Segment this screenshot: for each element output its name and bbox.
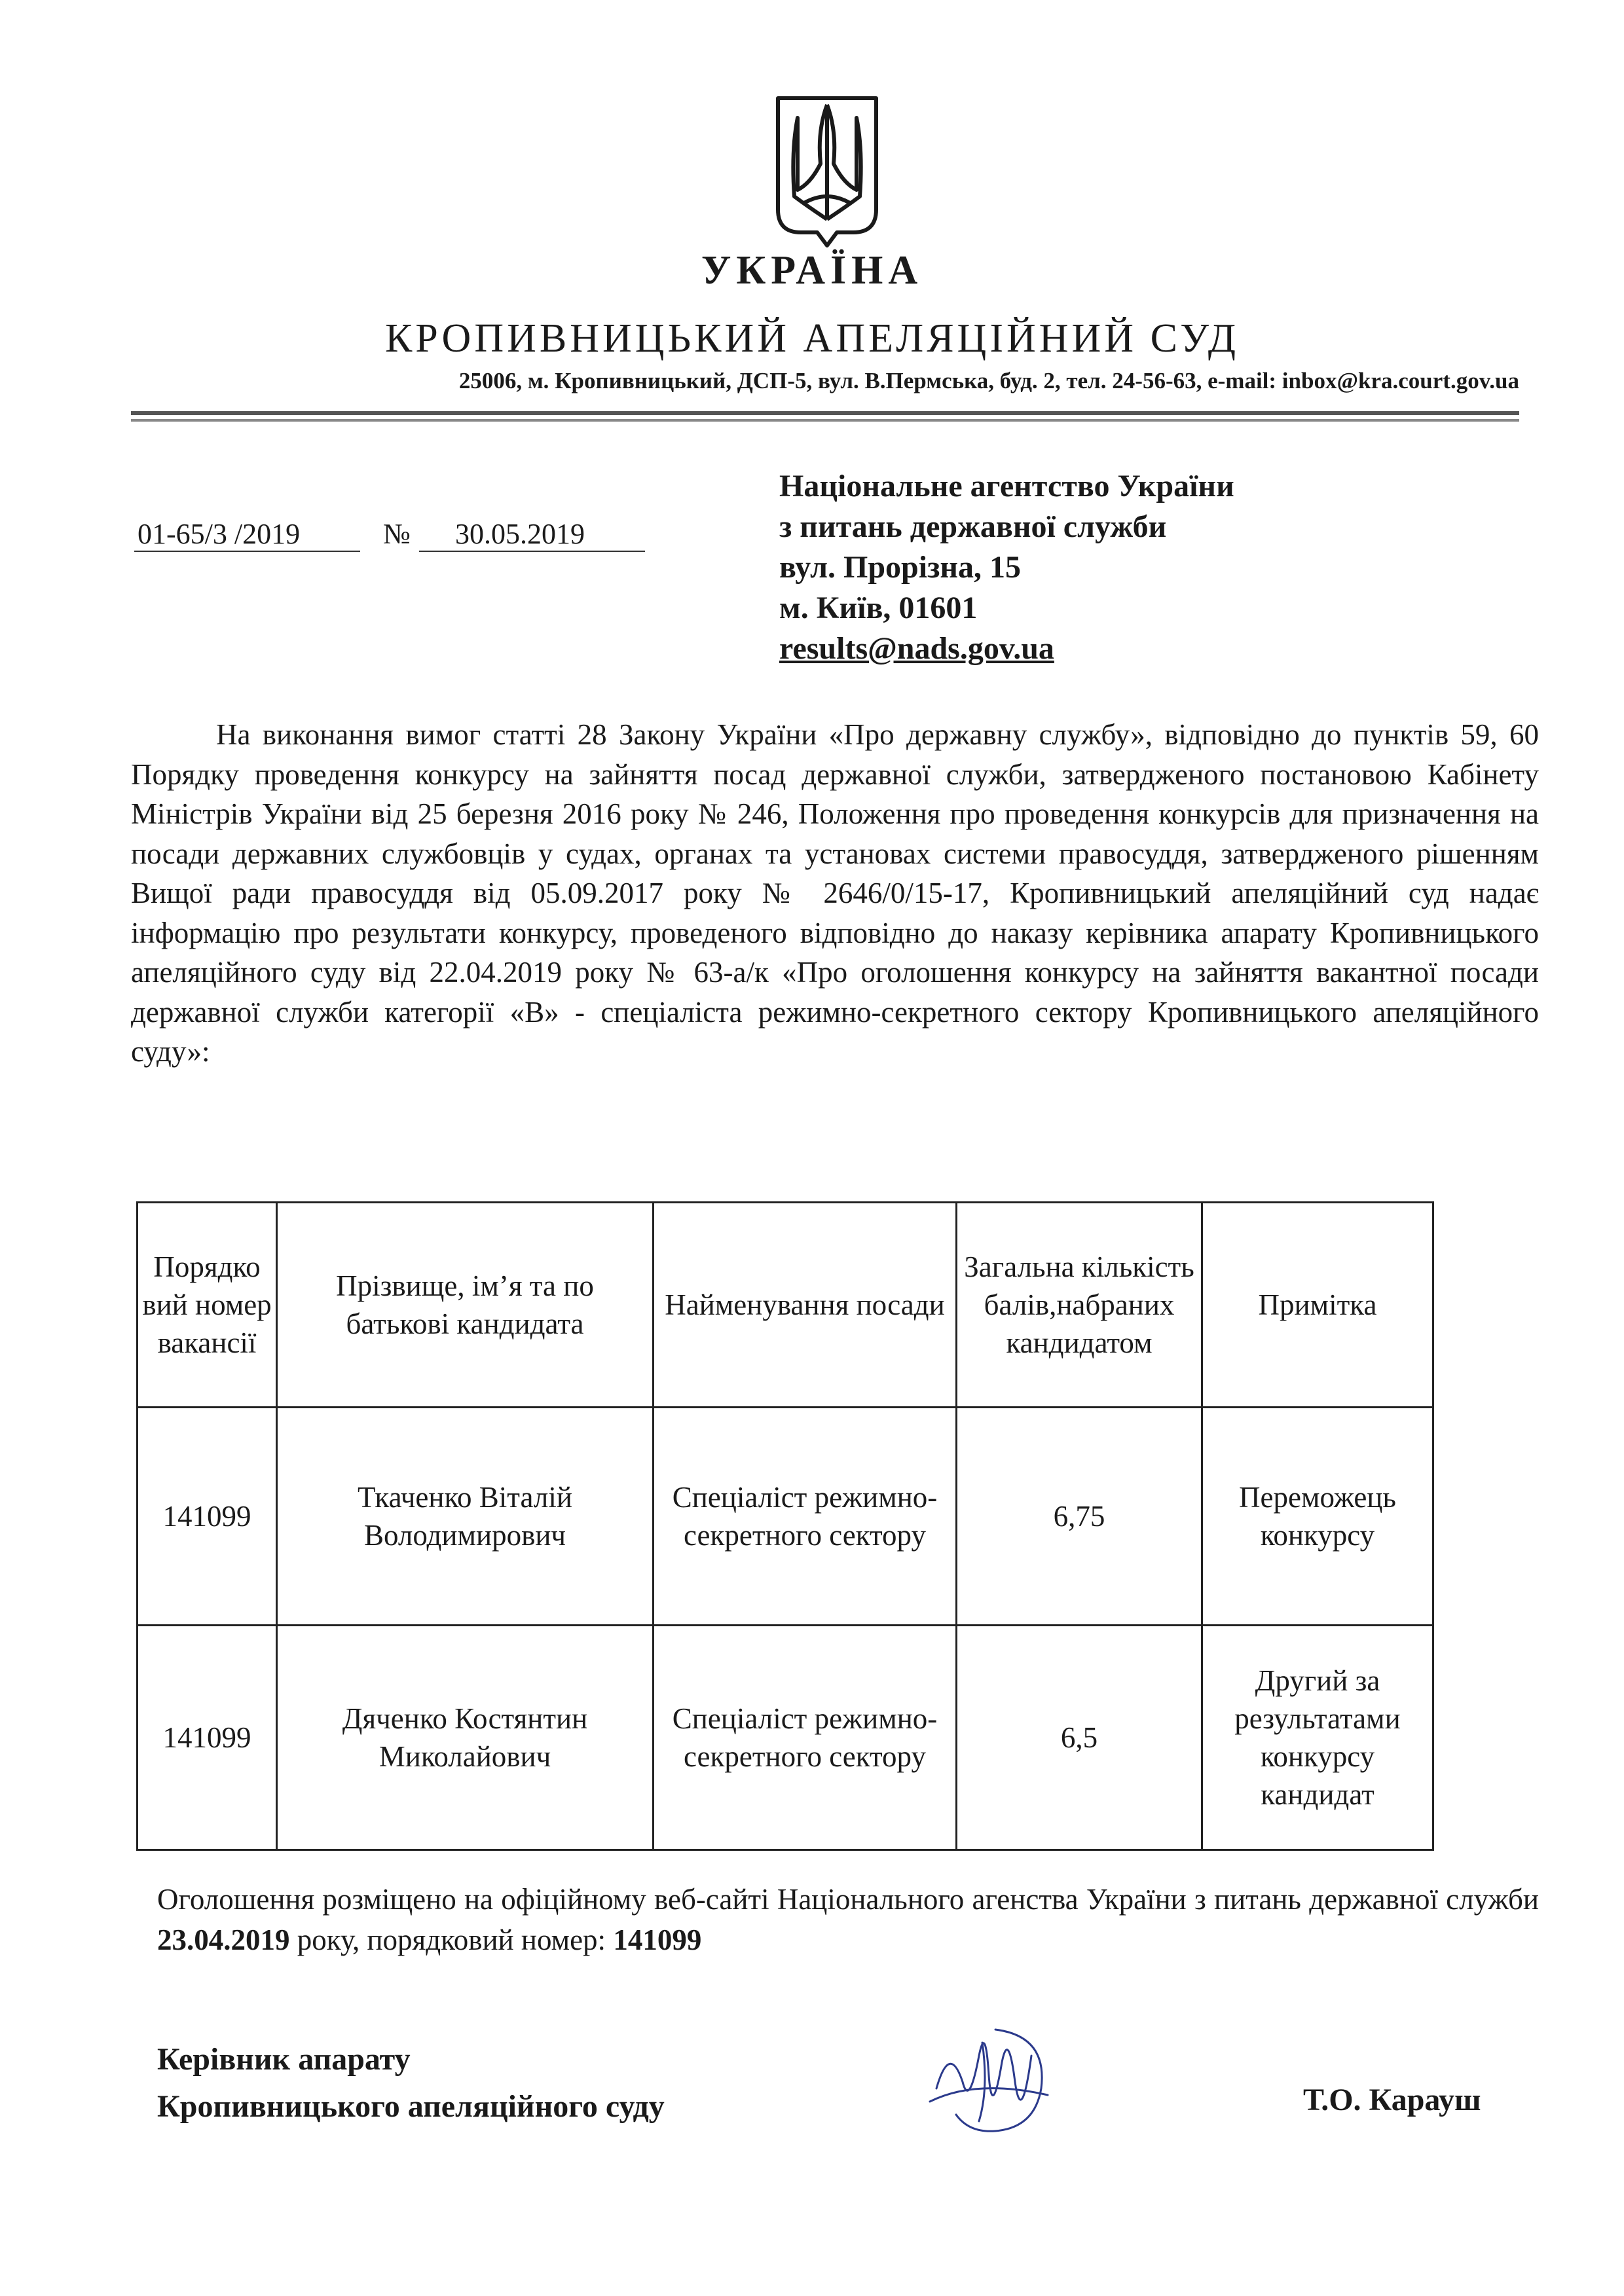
announcement-date: 23.04.2019 bbox=[157, 1923, 290, 1956]
table-row bbox=[138, 1408, 1433, 1626]
cell-vacancy-number: 141099 bbox=[138, 1626, 277, 1850]
header-position: Найменування посади bbox=[654, 1203, 957, 1408]
cell-candidate-name: Ткаченко Віталій Володимирович bbox=[277, 1408, 654, 1626]
table-header-row bbox=[138, 1203, 1433, 1408]
cell-note: Переможець конкурсу bbox=[1202, 1408, 1433, 1626]
trident-coat-of-arms-icon bbox=[771, 92, 883, 249]
recipient-line: м. Київ, 01601 bbox=[779, 591, 978, 625]
header-candidate-name: Прізвище, ім’я та по батькові кандидата bbox=[277, 1203, 654, 1408]
recipient-email-link[interactable]: results@nads.gov.ua bbox=[779, 631, 1054, 666]
cell-vacancy-number: 141099 bbox=[138, 1408, 277, 1626]
recipient-line: вул. Прорізна, 15 bbox=[779, 550, 1022, 585]
announcement-note bbox=[157, 1879, 1539, 1960]
court-name: КРОПИВНИЦЬКИЙ АПЕЛЯЦІЙНИЙ СУД bbox=[384, 316, 1240, 361]
recipient-line: з питань державної служби bbox=[779, 509, 1167, 544]
cell-score: 6,75 bbox=[957, 1408, 1202, 1626]
cell-position: Спеціаліст режимно-секретного сектору bbox=[654, 1408, 957, 1626]
header-total-score: Загальна кількість балів,набраних кандидатом bbox=[957, 1203, 1202, 1408]
signatory-position-line: Керівник апарату bbox=[157, 2042, 411, 2077]
signatory-position bbox=[157, 2036, 665, 2130]
cell-candidate-name: Дяченко Костянтин Миколайович bbox=[277, 1626, 654, 1850]
outgoing-number: 01-65/3 /2019 bbox=[134, 517, 360, 552]
announcement-number: 141099 bbox=[613, 1923, 702, 1956]
number-sign: № bbox=[383, 518, 411, 550]
cell-note: Другий за результатами конкурсу кандидат bbox=[1202, 1626, 1433, 1850]
recipient-line: Національне агентство України bbox=[779, 469, 1234, 503]
recipient-block bbox=[779, 466, 1234, 669]
results-table bbox=[136, 1201, 1434, 1851]
signatory-name: Т.О. Карауш bbox=[1303, 2083, 1481, 2117]
header-divider bbox=[131, 411, 1519, 415]
country-title: УКРАЇНА bbox=[701, 248, 923, 293]
header-divider-thin bbox=[131, 419, 1519, 422]
table-row bbox=[138, 1626, 1433, 1850]
court-address: 25006, м. Кропивницький, ДСП-5, вул. В.Пермська, буд. 2, тел. 24-56-63, e-mail: inbox@kra.court.gov.ua bbox=[458, 368, 1519, 393]
signatory-position-line: Кропивницького апеляційного суду bbox=[157, 2089, 665, 2124]
body-paragraph: На виконання вимог статті 28 Закону України «Про державну службу», відповідно до пунктів 59, 60 Порядку проведення конкурсу на зайняття посад державної служби, затвердженого постановою Кабінету Міністрів України від 25 березня 2016 року № 246, Положення про проведення конкурсів для призначення на посади державних службовців у судах, органах та установах системи правосуддя, затвердженого рішенням Вищої ради правосуддя від 05.09.2017 року № 2646/0/15-17, Кропивницький апеляційний суд надає інформацію про результати конкурсу, проведеного відповідно до наказу керівника апарату Кропивницького апеляційного суду від 22.04.2019 року № 63-а/к «Про оголошення конкурсу на зайняття вакантної посади державної служби категорії «В» - спеціаліста режимно-секретного сектору Кропивницького апеляційного суду»: bbox=[131, 718, 1539, 1068]
header-note: Примітка bbox=[1202, 1203, 1433, 1408]
header-vacancy-number: Порядко вий номер вакансії bbox=[138, 1203, 277, 1408]
handwritten-signature-icon bbox=[917, 2016, 1074, 2141]
cell-position: Спеціаліст режимно-секретного сектору bbox=[654, 1626, 957, 1850]
outgoing-date: 30.05.2019 bbox=[419, 517, 645, 552]
footer-text-part: Оголошення розміщено на офіційному веб-сайті Національного агенства України з питань державної служби bbox=[157, 1883, 1539, 1916]
footer-text-part: року, порядковий номер: bbox=[289, 1923, 614, 1956]
cell-score: 6,5 bbox=[957, 1626, 1202, 1850]
